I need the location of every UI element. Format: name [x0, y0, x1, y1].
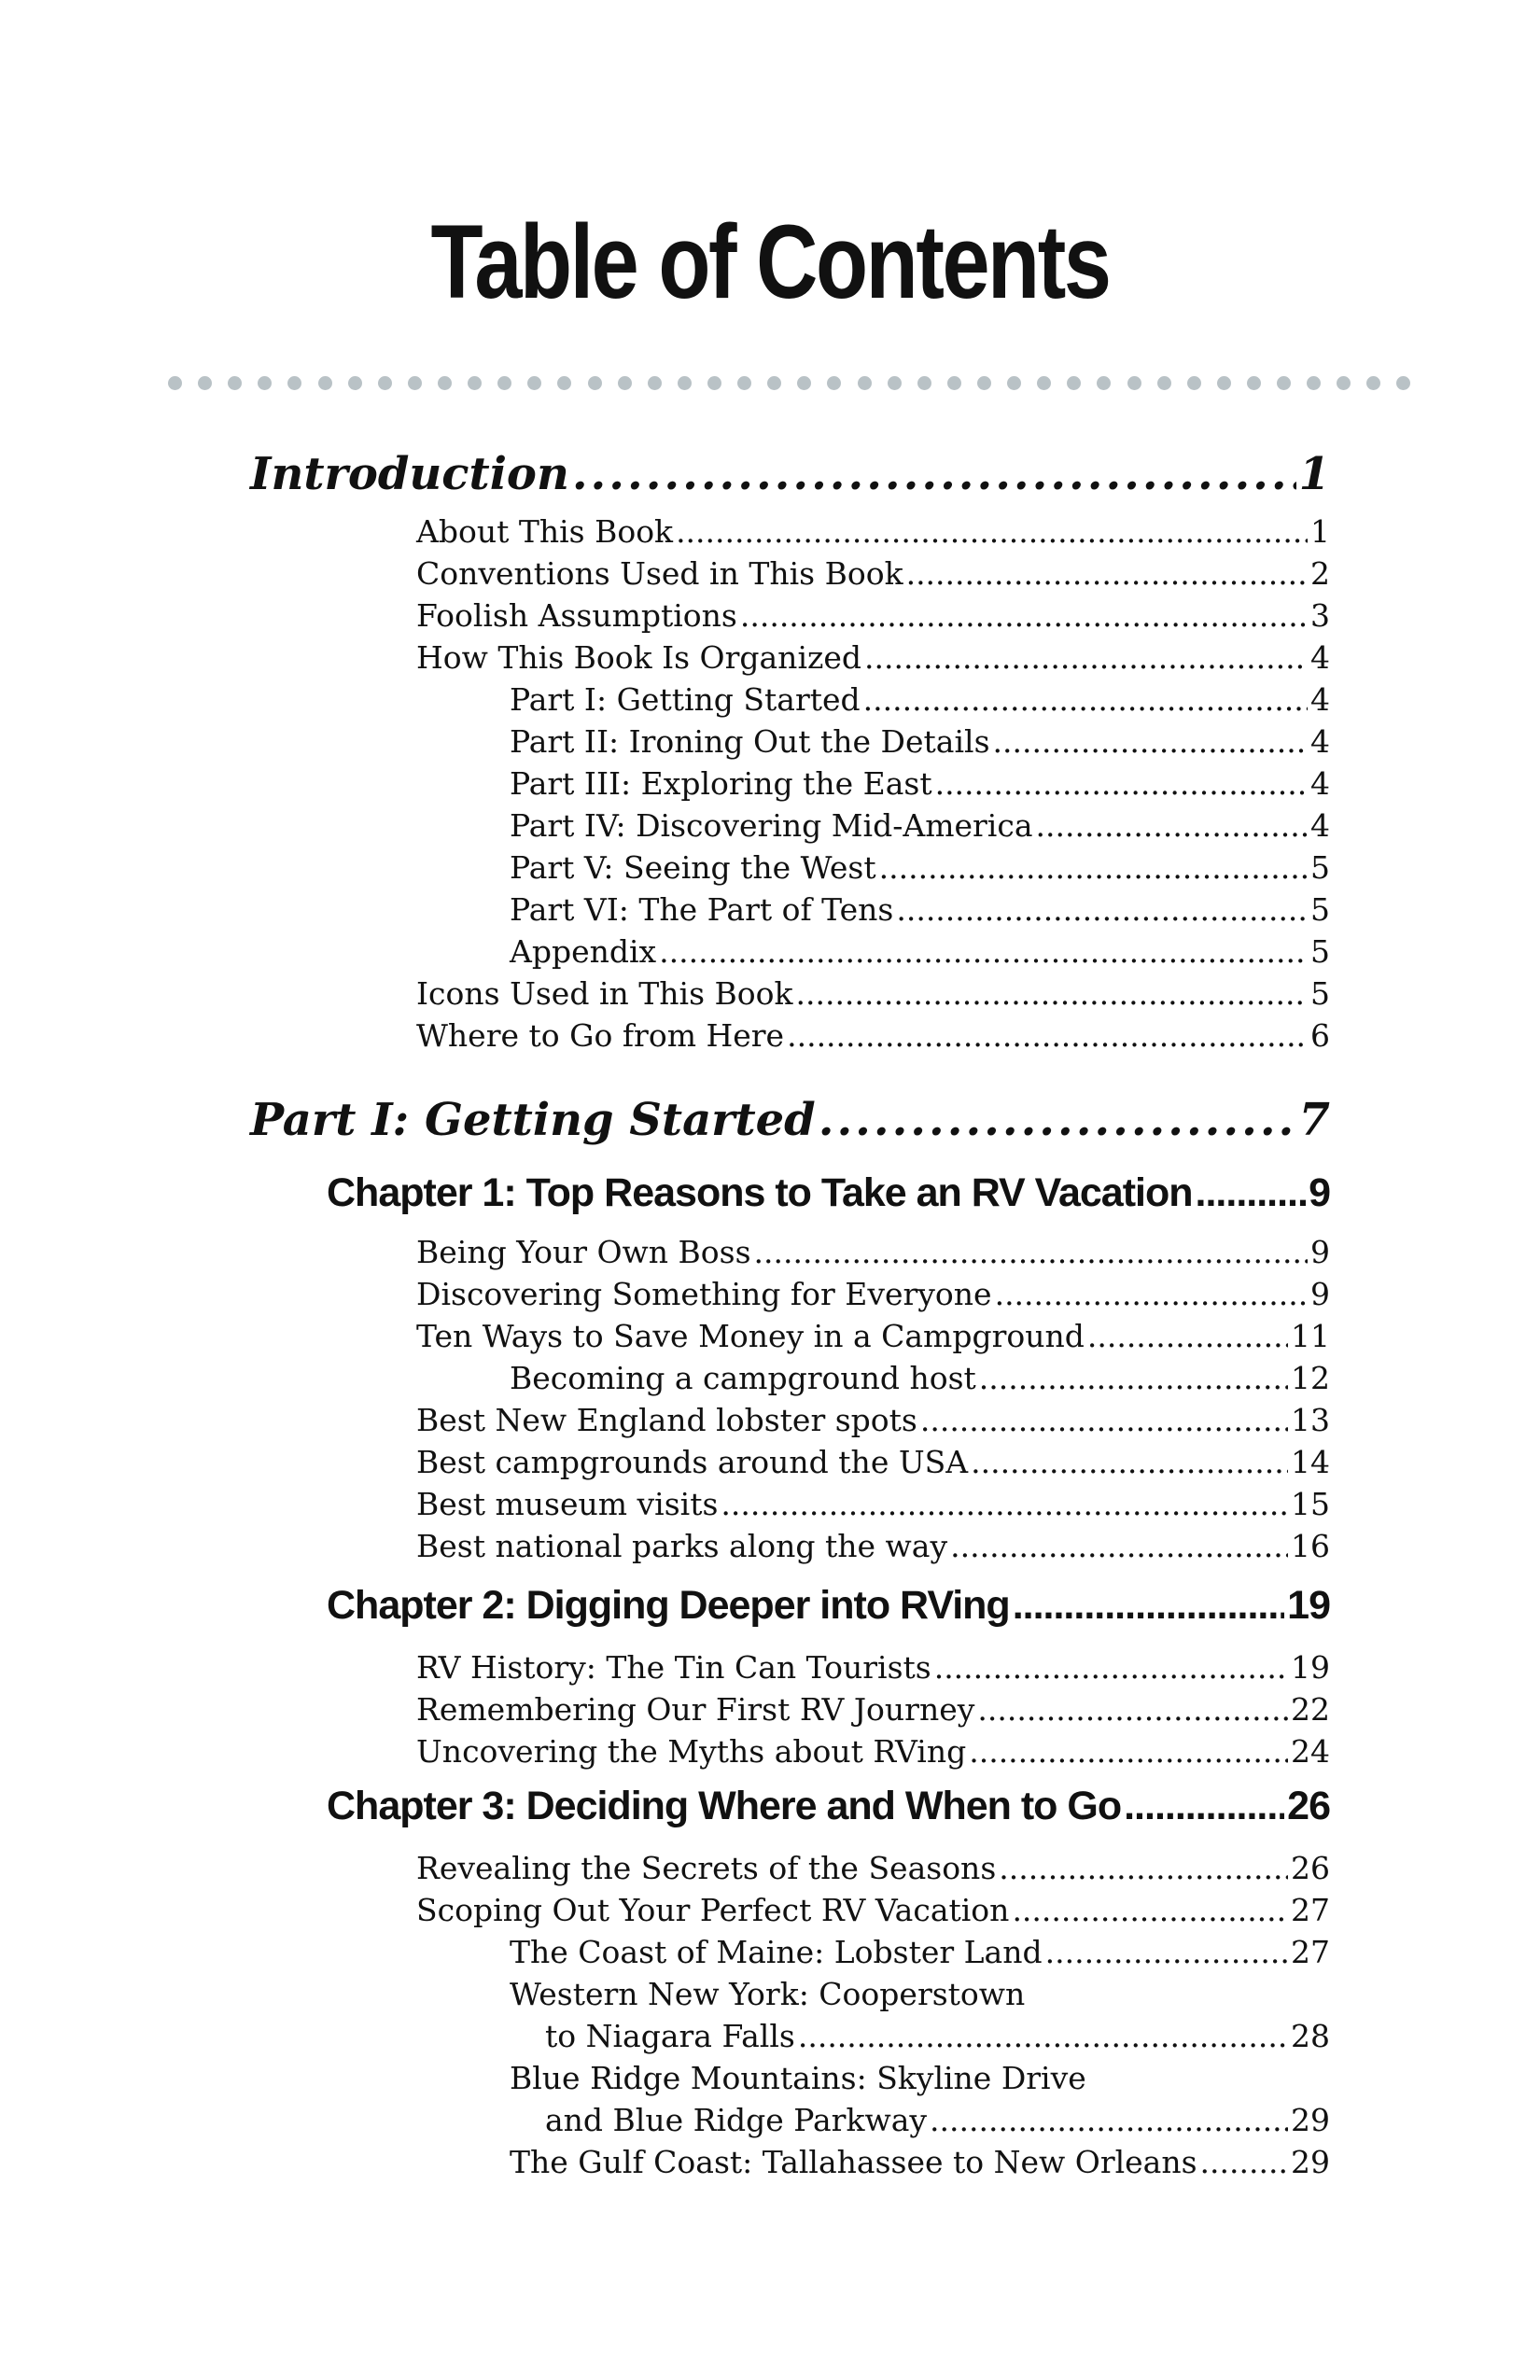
toc-label: Part II: Ironing Out the Details — [510, 723, 990, 760]
toc-item[interactable] — [416, 513, 1330, 554]
divider-dot — [557, 376, 571, 390]
toc-page-number: 29 — [1291, 2102, 1330, 2138]
divider-dot — [1277, 376, 1291, 390]
divider-dot — [1037, 376, 1051, 390]
toc-label: Discovering Something for Everyone — [416, 1276, 992, 1312]
toc-item[interactable] — [416, 1892, 1330, 1933]
toc-subitem[interactable] — [510, 681, 1330, 722]
dot-leader — [864, 639, 1308, 676]
toc-subitem[interactable] — [510, 765, 1330, 806]
toc-label: About This Book — [416, 513, 674, 550]
toc-label: Chapter 3: Deciding Where and When to Go — [327, 1784, 1122, 1828]
divider-dot — [797, 376, 811, 390]
toc-item[interactable] — [416, 1017, 1330, 1058]
toc-label: Part VI: The Part of Tens — [510, 891, 894, 928]
divider-dot — [198, 376, 212, 390]
toc-item[interactable] — [416, 597, 1330, 638]
toc-chapter-3[interactable] — [327, 1784, 1330, 1834]
toc-item[interactable] — [416, 1691, 1330, 1732]
toc-page-number: 15 — [1291, 1486, 1330, 1522]
divider-dot — [947, 376, 961, 390]
toc-label: Part I: Getting Started — [250, 1094, 816, 1146]
dot-leader — [795, 975, 1308, 1012]
divider-dot — [1307, 376, 1321, 390]
toc-subitem[interactable] — [510, 2144, 1330, 2185]
dotted-divider — [168, 373, 1411, 392]
toc-subitem-first-line[interactable]: Western New York: Cooperstown — [510, 1976, 1026, 2012]
toc-subitem-continued[interactable] — [545, 2102, 1330, 2143]
dot-leader — [863, 681, 1308, 718]
toc-page-number: 19 — [1287, 1583, 1330, 1628]
divider-dot — [648, 376, 662, 390]
toc-subitem[interactable] — [510, 891, 1330, 932]
toc-item[interactable] — [416, 1528, 1330, 1569]
toc-page-number: 9 — [1309, 1170, 1330, 1215]
toc-item[interactable] — [416, 1444, 1330, 1485]
toc-label: Revealing the Secrets of the Seasons — [416, 1850, 997, 1886]
toc-item[interactable] — [416, 1649, 1330, 1690]
toc-label: Best museum visits — [416, 1486, 719, 1522]
toc-label: Becoming a campground host — [510, 1360, 976, 1396]
toc-page-number: 11 — [1291, 1318, 1330, 1354]
dot-leader — [721, 1486, 1288, 1522]
divider-dot — [917, 376, 931, 390]
toc-label: Appendix — [510, 933, 657, 970]
dot-leader — [740, 597, 1308, 634]
divider-dot — [527, 376, 541, 390]
dot-leader — [999, 1850, 1288, 1886]
toc-page-number: 9 — [1310, 1276, 1330, 1312]
toc-item[interactable] — [416, 1486, 1330, 1527]
toc-item[interactable] — [416, 639, 1330, 680]
toc-page-number: 5 — [1310, 891, 1330, 928]
toc-label: Conventions Used in This Book — [416, 555, 903, 592]
divider-dot — [1067, 376, 1081, 390]
toc-subitem[interactable] — [510, 1934, 1330, 1975]
divider-dot — [767, 376, 781, 390]
dot-leader — [934, 1649, 1288, 1686]
toc-page-number: 19 — [1291, 1649, 1330, 1686]
dot-leader — [1196, 1170, 1307, 1216]
toc-subitem[interactable] — [510, 1360, 1330, 1401]
divider-dot — [588, 376, 602, 390]
dot-leader — [819, 1094, 1296, 1146]
divider-dot — [977, 376, 991, 390]
divider-dot — [827, 376, 841, 390]
toc-page-number: 5 — [1310, 849, 1330, 886]
divider-dot — [228, 376, 242, 390]
toc-label: Being Your Own Boss — [416, 1234, 751, 1270]
toc-label: and Blue Ridge Parkway — [545, 2102, 928, 2138]
dot-leader — [1036, 807, 1308, 844]
dot-leader — [977, 1691, 1288, 1728]
toc-item[interactable] — [416, 975, 1330, 1016]
toc-page-number: 27 — [1291, 1892, 1330, 1928]
toc-part-1[interactable] — [250, 1094, 1330, 1150]
toc-page-number: 3 — [1310, 597, 1330, 634]
divider-dot — [468, 376, 482, 390]
divider-dot — [1337, 376, 1351, 390]
toc-label: Where to Go from Here — [416, 1017, 785, 1054]
toc-page-number: 26 — [1287, 1784, 1330, 1828]
dot-leader — [971, 1444, 1288, 1480]
toc-page-number: 4 — [1310, 681, 1330, 718]
divider-dot — [858, 376, 872, 390]
toc-page-number: 13 — [1291, 1402, 1330, 1438]
dot-leader — [995, 1276, 1308, 1312]
toc-page-number: 4 — [1310, 723, 1330, 760]
toc-label: Uncovering the Myths about RVing — [416, 1733, 967, 1770]
dot-leader — [1045, 1934, 1288, 1970]
toc-label: to Niagara Falls — [545, 2018, 795, 2054]
toc-label: The Gulf Coast: Tallahassee to New Orleans — [510, 2144, 1197, 2180]
toc-label: Part III: Exploring the East — [510, 765, 932, 802]
dot-leader — [906, 555, 1308, 592]
dot-leader — [676, 513, 1308, 550]
toc-label: Foolish Assumptions — [416, 597, 737, 634]
divider-dot — [168, 376, 182, 390]
toc-page-number: 22 — [1291, 1691, 1330, 1728]
divider-dot — [1366, 376, 1380, 390]
toc-item[interactable] — [416, 1402, 1330, 1443]
toc-page-number: 16 — [1291, 1528, 1330, 1564]
toc-page-number: 7 — [1298, 1094, 1330, 1146]
toc-page-number: 4 — [1310, 765, 1330, 802]
toc-subitem[interactable] — [510, 933, 1330, 974]
toc-page-number: 1 — [1310, 513, 1330, 550]
divider-dot — [618, 376, 632, 390]
divider-dot — [1396, 376, 1410, 390]
toc-page-number: 26 — [1291, 1850, 1330, 1886]
toc-page-number: 1 — [1298, 448, 1330, 500]
dot-leader — [896, 891, 1308, 928]
page-title: Table of Contents — [430, 203, 1110, 320]
divider-dot — [1157, 376, 1171, 390]
toc-label: Scoping Out Your Perfect RV Vacation — [416, 1892, 1010, 1928]
dot-leader — [950, 1528, 1288, 1564]
dot-leader — [1200, 2144, 1288, 2180]
divider-dot — [888, 376, 902, 390]
divider-dot — [1247, 376, 1261, 390]
toc-item[interactable] — [416, 1318, 1330, 1359]
divider-dot — [1097, 376, 1111, 390]
toc-label: Best New England lobster spots — [416, 1402, 917, 1438]
dot-leader — [1012, 1892, 1288, 1928]
dot-leader — [659, 933, 1308, 970]
divider-dot — [287, 376, 301, 390]
dot-leader — [1124, 1784, 1284, 1829]
dot-leader — [1087, 1318, 1288, 1354]
toc-page-number: 6 — [1310, 1017, 1330, 1054]
dot-leader — [993, 723, 1308, 760]
divider-dot — [707, 376, 721, 390]
toc-subitem-first-line[interactable]: Blue Ridge Mountains: Skyline Drive — [510, 2060, 1086, 2096]
dot-leader — [798, 2018, 1288, 2054]
divider-dot — [1007, 376, 1021, 390]
toc-label: Introduction — [250, 448, 569, 500]
toc-item[interactable] — [416, 1850, 1330, 1891]
dot-leader — [930, 2102, 1288, 2138]
toc-label: The Coast of Maine: Lobster Land — [510, 1934, 1043, 1970]
dot-leader — [572, 448, 1296, 500]
toc-label: RV History: The Tin Can Tourists — [416, 1649, 931, 1686]
toc-label: How This Book Is Organized — [416, 639, 862, 676]
toc-page-number: 2 — [1310, 555, 1330, 592]
dot-leader — [979, 1360, 1288, 1396]
toc-label: Best national parks along the way — [416, 1528, 948, 1564]
divider-dot — [1187, 376, 1201, 390]
toc-page-number: 4 — [1310, 639, 1330, 676]
toc-page-number: 24 — [1291, 1733, 1330, 1770]
toc-label: Best campgrounds around the USA — [416, 1444, 969, 1480]
divider-dot — [678, 376, 692, 390]
toc-label: Remembering Our First RV Journey — [416, 1691, 975, 1728]
divider-dot — [408, 376, 422, 390]
toc-item[interactable] — [416, 555, 1330, 596]
divider-dot — [497, 376, 511, 390]
toc-item[interactable] — [416, 1234, 1330, 1275]
toc-page-number: 5 — [1310, 933, 1330, 970]
toc-label: Chapter 1: Top Reasons to Take an RV Vacation — [327, 1170, 1193, 1215]
toc-part-introduction[interactable] — [250, 448, 1330, 504]
toc-label: Ten Ways to Save Money in a Campground — [416, 1318, 1085, 1354]
divider-dot — [378, 376, 392, 390]
toc-item[interactable] — [416, 1733, 1330, 1774]
toc-page-number: 27 — [1291, 1934, 1330, 1970]
toc-page-number: 14 — [1291, 1444, 1330, 1480]
toc-page-number: 29 — [1291, 2144, 1330, 2180]
toc-label: Chapter 2: Digging Deeper into RVing — [327, 1583, 1010, 1628]
dot-leader — [935, 765, 1308, 802]
toc-subitem[interactable] — [510, 807, 1330, 848]
toc-label: Part IV: Discovering Mid-America — [510, 807, 1033, 844]
toc-subitem[interactable] — [510, 723, 1330, 764]
divider-dot — [438, 376, 452, 390]
toc-item[interactable] — [416, 1276, 1330, 1317]
toc-page-number: 9 — [1310, 1234, 1330, 1270]
toc-page-number: 12 — [1291, 1360, 1330, 1396]
toc-page-number: 5 — [1310, 975, 1330, 1012]
divider-dot — [1217, 376, 1231, 390]
divider-dot — [348, 376, 362, 390]
toc-page-number: 28 — [1291, 2018, 1330, 2054]
toc-label: Part V: Seeing the West — [510, 849, 876, 886]
divider-dot — [258, 376, 272, 390]
dot-leader — [969, 1733, 1288, 1770]
dot-leader — [879, 849, 1308, 886]
toc-chapter-2[interactable] — [327, 1583, 1330, 1633]
dot-leader — [1013, 1583, 1284, 1629]
toc-label: Part I: Getting Started — [510, 681, 861, 718]
toc-subitem-continued[interactable] — [545, 2018, 1330, 2059]
divider-dot — [318, 376, 332, 390]
dot-leader — [787, 1017, 1308, 1054]
toc-label: Icons Used in This Book — [416, 975, 793, 1012]
dot-leader — [920, 1402, 1288, 1438]
toc-subitem[interactable] — [510, 849, 1330, 890]
toc-chapter-1[interactable] — [327, 1170, 1330, 1221]
divider-dot — [737, 376, 751, 390]
toc-page-number: 4 — [1310, 807, 1330, 844]
divider-dot — [1127, 376, 1141, 390]
dot-leader — [754, 1234, 1308, 1270]
